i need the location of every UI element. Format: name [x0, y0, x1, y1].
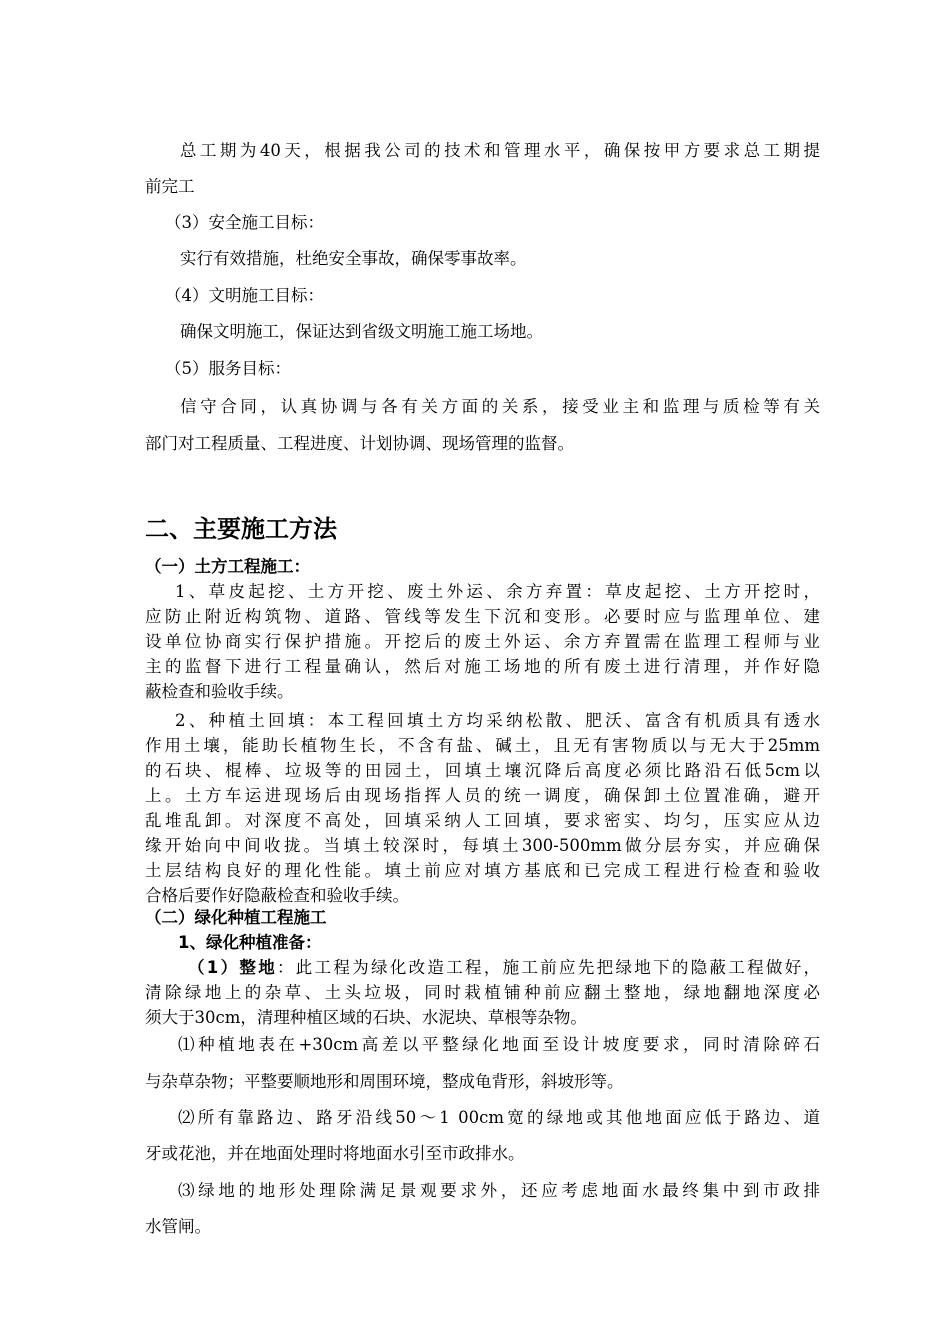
paragraph-line	[188, 957, 820, 979]
subheading: （二）绿化种植工程施工	[145, 908, 327, 927]
paragraph-line: 水管闸。	[145, 1217, 211, 1236]
paragraph-line: 牙或花池，并在地面处理时将地面水引至市政排水。	[145, 1144, 525, 1163]
paragraph-line: 1、草皮起挖、土方开挖、废土外运、余方弃置：草皮起挖、土方开挖时，	[175, 582, 820, 601]
subheading: （3）安全施工目标：	[165, 213, 324, 232]
paragraph-line: 前完工	[145, 177, 195, 196]
paragraph-line: 合格后要作好隐蔽检查和验收手续。	[145, 886, 409, 905]
paragraph-line: 部门对工程质量、工程进度、计划协调、现场管理的监督。	[145, 434, 574, 453]
paragraph-line: 与杂草杂物；平整要顺地形和周围环境，整成龟背形，斜坡形等。	[145, 1072, 624, 1091]
paragraph-line: 乱堆乱卸。对深度不高处，回填采纳人工回填，要求密实、均匀，压实应从边	[145, 811, 820, 830]
paragraph-line: 清除绿地上的杂草、土头垃圾，同时栽植铺种前应翻土整地，绿地翻地深度必	[145, 983, 820, 1002]
section-title: 二、主要施工方法	[145, 515, 337, 543]
paragraph-line: 主的监督下进行工程量确认，然后对施工场地的所有废土进行清理，并作好隐	[145, 657, 820, 676]
subheading: （5）服务目标：	[165, 359, 291, 378]
paragraph-line: ⑴种植地表在+30cm高差以平整绿化地面至设计坡度要求，同时清除碎石	[178, 1035, 820, 1054]
paragraph-line: 缘开始向中间收拢。当填土较深时，每填土300-500mm做分层夯实，并应确保	[145, 836, 820, 855]
prep-text: ：此工程为绿化改造工程，施工前应先把绿地下的隐蔽工程做好，	[277, 958, 820, 977]
paragraph-line: 作用土壤，能助长植物生长，不含有盐、碱土，且无有害物质以与无大于25mm	[145, 736, 820, 755]
subheading: （4）文明施工目标：	[165, 286, 324, 305]
paragraph-line: 须大于30cm，清理种植区域的石块、水泥块、草根等杂物。	[145, 1008, 587, 1027]
prep-label: （1）整地	[188, 958, 277, 977]
paragraph-line: ⑶绿地的地形处理除满足景观要求外，还应考虑地面水最终集中到市政排	[178, 1181, 820, 1200]
paragraph-line: 蔽检查和验收手续。	[145, 682, 294, 701]
paragraph-line: 应防止附近构筑物、道路、管线等发生下沉和变形。必要时应与监理单位、建	[145, 607, 820, 626]
paragraph-line: 实行有效措施，杜绝安全事故，确保零事故率。	[180, 249, 527, 268]
paragraph-line: 确保文明施工，保证达到省级文明施工施工场地。	[180, 322, 543, 341]
subheading: （一）土方工程施工：	[145, 557, 310, 576]
paragraph-line: ⑵所有靠路边、路牙沿线50～1 00cm宽的绿地或其他地面应低于路边、道	[178, 1108, 820, 1127]
paragraph-line: 土层结构良好的理化性能。填土前应对填方基底和已完成工程进行检查和验收	[145, 861, 820, 880]
paragraph-line: 上。土方车运进现场后由现场指挥人员的统一调度，确保卸土位置准确，避开	[145, 786, 820, 805]
paragraph-line: 总工期为40天，根据我公司的技术和管理水平，确保按甲方要求总工期提	[180, 141, 820, 160]
paragraph-line: 信守合同，认真协调与各有关方面的关系，接受业主和监理与质检等有关	[180, 397, 820, 416]
paragraph-line: 2、种植土回填：本工程回填土方均采纳松散、肥沃、富含有机质具有透水	[175, 711, 820, 730]
paragraph-line: 的石块、棍棒、垃圾等的田园土，回填土壤沉降后高度必须比路沿石低5cm以	[145, 761, 820, 780]
paragraph-line: 设单位协商实行保护措施。开挖后的废土外运、余方弃置需在监理工程师与业	[145, 632, 820, 651]
subheading: 1、绿化种植准备：	[178, 933, 322, 952]
